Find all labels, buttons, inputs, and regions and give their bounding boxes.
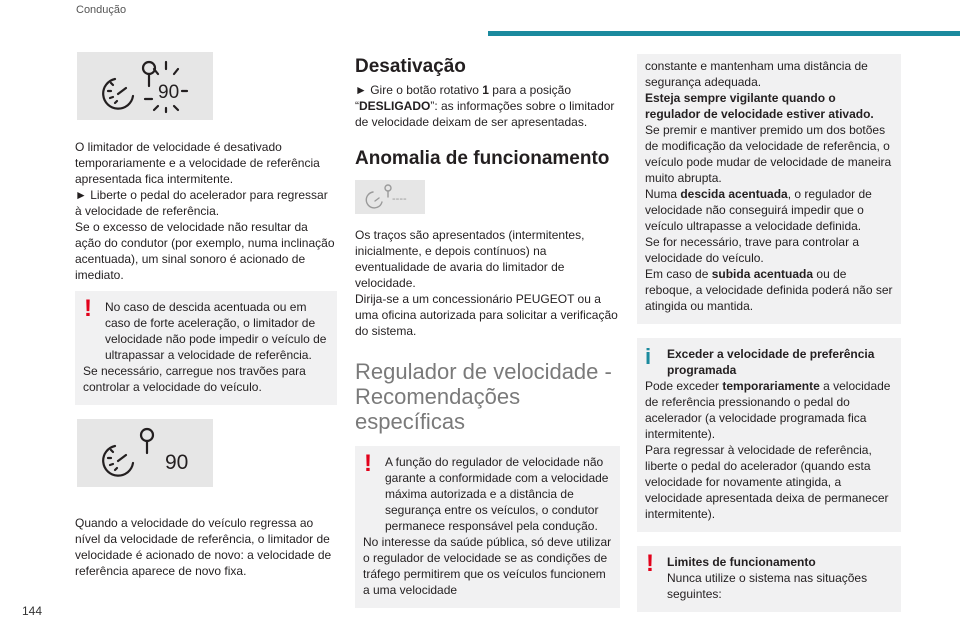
limits-title [645,554,893,570]
limiter-temp-deactivated-text: O limitador de velocidade é desativado temporariamente e a velocidade de referência apresentada fica intermitente. [75,140,320,186]
fixed-speed-value: 90 [165,451,189,474]
warning-box-cruise-continued [637,54,901,324]
warning-descent-text: No caso de descida acentuada ou em caso de forte aceleração, o limitador de velocidade não pode impedir o veículo de ultrapassar a velocidade de referência. [105,300,327,362]
desat-text-3: ”: as informações sobre o limitador de velocidade deixam de ser apresentadas. [355,99,615,129]
desat-text-2: para a posição “ [355,83,572,113]
speedometer-fixed-icon [77,419,213,487]
ascent-post: ou de reboque, a velocidade definida poderá não ser atingida ou mantida. [645,267,893,313]
column-3 [637,54,901,612]
desat-off-label: DESLIGADO [359,99,431,113]
cruise-distance-text: constante e mantenham uma distância de segurança adequada. [645,59,868,89]
info-pre: Pode exceder [645,379,723,393]
cruise-public-health-text: No interesse da saúde pública, só deve utilizar o regulador de velocidade se as condições de tráfego permitirem que os veículos funcionem a uma velocidade [363,535,612,597]
deactivation-instruction [355,82,620,130]
header-accent-bar [488,31,960,36]
cruise-descent-text [645,186,893,234]
ascent-pre: Em caso de [645,267,712,281]
fault-dashes: ---- [392,193,407,205]
desat-text-1: ► Gire o botão rotativo [355,83,483,97]
speedometer-dashes-icon [355,180,425,214]
fault-dealer-advice: Dirija-se a um concessionário PEUGEOT ou a uma oficina autorizada para solicitar a verificação do sistema. [355,292,618,338]
warning-exclamation-icon: ! [646,550,654,577]
warning-box-descent [75,291,337,405]
info-post: a velocidade de referência pressionando o pedal do acelerador (a velocidade programada fica intermitente). [645,379,891,441]
speedometer-flashing-icon [77,52,213,120]
desat-knob-number: 1 [482,83,489,97]
descent-post: , o regulador de velocidade não conseguirá impedir que o veículo ultrapasse a velocidade definida. [645,187,872,233]
column-2 [355,56,620,608]
running-header: Condução [76,4,127,16]
warning-exclamation-icon: ! [84,295,92,322]
descent-pre: Numa [645,187,681,201]
section-title-cruise-control: Regulador de velocidade - Recomendações específicas [355,359,612,434]
heading-desativacao: Desativação [355,56,466,77]
info-box-exceed-speed [637,338,901,532]
cruise-vigilance-text [645,90,893,122]
info-title [645,346,893,378]
warning-brake-text: Se necessário, carregue nos travões para controlar a velocidade do veículo. [83,364,306,394]
fault-description: Os traços são apresentados (intermitentes, inicialmente, e depois contínuos) na eventualidade de avaria do limitador de velocidade. [355,228,585,290]
cruise-responsibility-text: A função do regulador de velocidade não garante a conformidade com a velocidade máxima autorizada e a distância de segurança entre os veículos, o condutor permanece responsável pela condução. [385,455,609,533]
descent-bold: descida acentuada [680,187,788,201]
overspeed-alert-text: Se o excesso de velocidade não resultar da ação do condutor (por exemplo, numa inclinação acentuada), um sinal sonoro é acionado de imediato. [75,220,335,282]
release-accelerator-step: ► Liberte o pedal do acelerador para regressar à velocidade de referência. [75,188,328,218]
heading-anomalia: Anomalia de funcionamento [355,148,610,169]
page-number: 144 [22,604,43,618]
column-1 [75,52,337,579]
cruise-abrupt-change-text: Se premir e mantiver premido um dos botões de modificação da velocidade de referência, o veículo pode mudar de velocidade de maneira muito abrupta. [645,123,892,185]
info-bold: temporariamente [722,379,820,393]
info-return-text: Para regressar à velocidade de referência, liberte o pedal do acelerador (quando esta velocidade for novamente atingida, a velocidade apresentada deixa de permanecer intermitente). [645,443,889,521]
warning-box-limits [637,546,901,612]
limits-text: Nunca utilize o sistema nas situações seguintes: [667,571,868,601]
warning-box-cruise-control [355,446,620,608]
flashing-speed-value: 90 [158,82,180,103]
ascent-bold: subida acentuada [711,267,814,281]
speed-limiter-fixed-figure [77,419,213,487]
vigilance-bold: Esteja sempre vigilante quando o regulador de velocidade estiver ativado. [645,91,874,121]
limits-title-bold: Limites de funcionamento [667,555,816,569]
info-icon: i [645,344,652,369]
speed-limiter-flashing-figure [77,52,213,120]
info-exceed-text [645,378,893,442]
warning-exclamation-icon: ! [364,450,372,477]
cruise-ascent-text [645,266,893,314]
info-title-bold: Exceder a velocidade de preferência programada [667,347,875,377]
speed-limiter-fault-figure [355,180,425,214]
cruise-brake-text: Se for necessário, trave para controlar a velocidade do veículo. [645,235,860,265]
limiter-reactivated-text: Quando a velocidade do veículo regressa ao nível da velocidade de referência, o limitador de velocidade é acionado de novo: a velocidade de referência aparece de novo fixa. [75,516,332,578]
